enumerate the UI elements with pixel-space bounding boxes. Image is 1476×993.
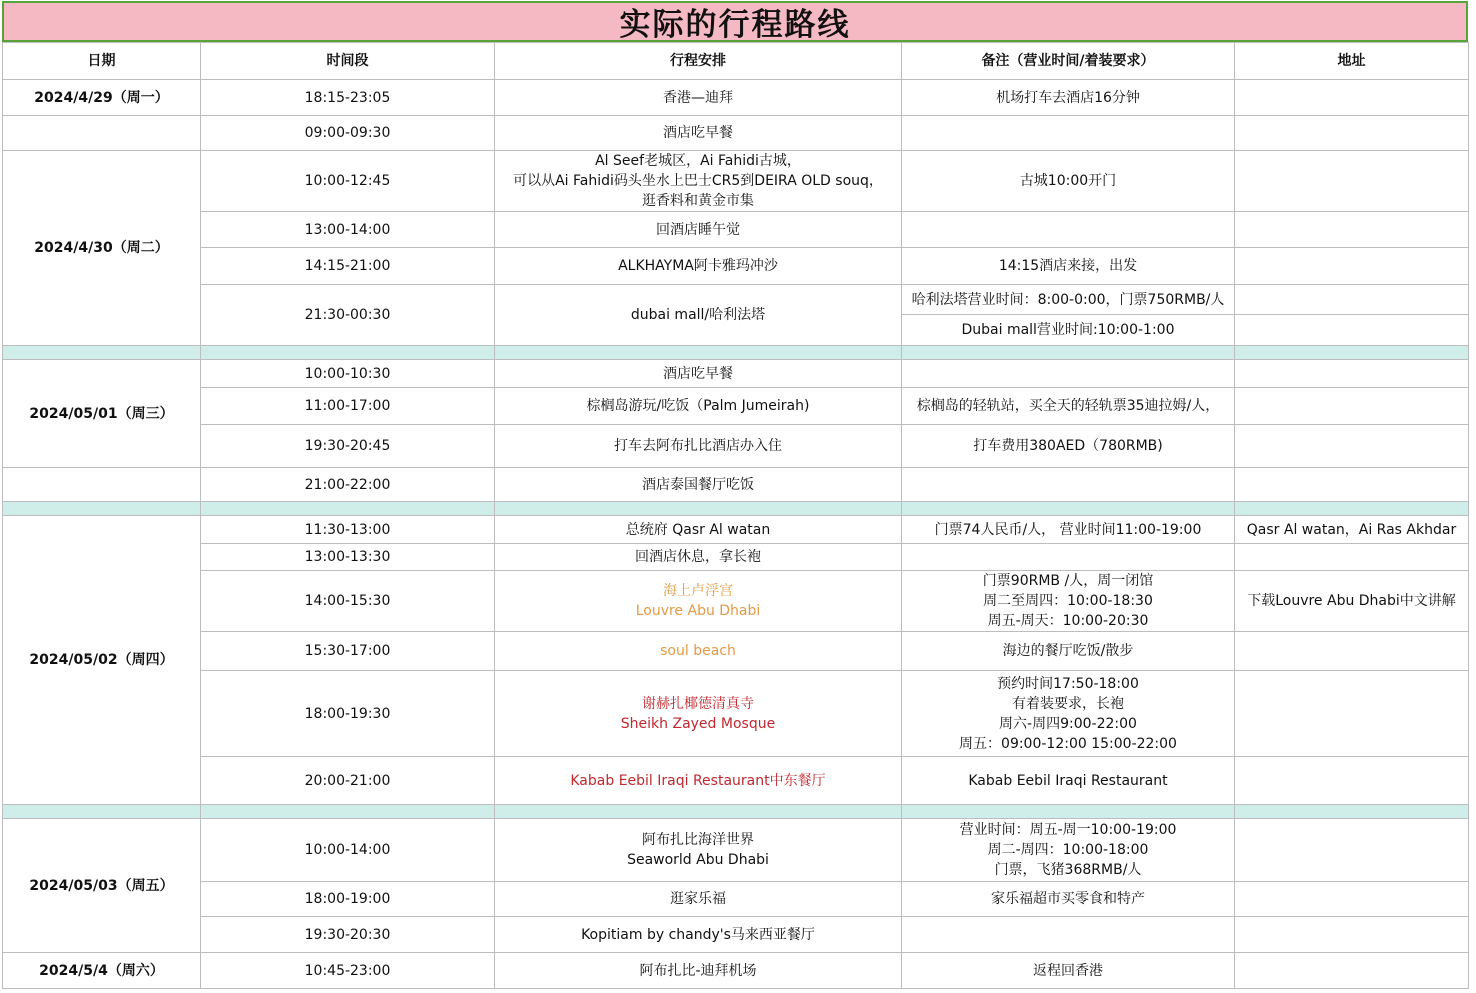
addr-cell[interactable] — [1235, 315, 1469, 346]
note-line: 哈利法塔营业时间：8:00-0:00，门票750RMB/人 — [911, 291, 1225, 308]
addr-cell[interactable] — [1235, 248, 1469, 285]
plan-line: Kopitiam by chandy's马来西亚餐厅 — [581, 926, 815, 943]
plan-line: 谢赫扎椰德清真寺 — [642, 695, 754, 712]
plan-cell[interactable] — [495, 248, 902, 285]
plan-line: 阿布扎比-迪拜机场 — [639, 962, 757, 979]
plan-cell[interactable] — [495, 388, 902, 425]
note-cell[interactable] — [902, 212, 1235, 248]
table-row — [3, 953, 1469, 989]
separator-cell — [201, 346, 495, 360]
note-line: 家乐福超市买零食和特产 — [991, 891, 1145, 907]
plan-line: 逛家乐福 — [670, 891, 726, 907]
separator-cell — [495, 346, 902, 360]
note-line: 海边的餐厅吃饭/散步 — [1002, 643, 1134, 659]
time-cell[interactable]: 20:00-21:00 — [201, 757, 495, 805]
separator-row — [3, 346, 1469, 360]
note-cell[interactable] — [902, 80, 1235, 116]
note-line: 门票，飞猪368RMB/人 — [994, 862, 1142, 878]
addr-cell[interactable] — [1235, 632, 1469, 671]
separator-cell — [1235, 502, 1469, 516]
plan-cell[interactable] — [495, 360, 902, 388]
plan-cell[interactable] — [495, 285, 902, 346]
table-row — [3, 571, 1469, 632]
plan-cell[interactable] — [495, 544, 902, 571]
separator-cell — [1235, 805, 1469, 819]
note-line: 周二至周四：10:00-18:30 — [983, 593, 1153, 609]
note-cell[interactable] — [902, 516, 1235, 544]
date-cell-empty[interactable] — [3, 116, 201, 151]
time-cell[interactable]: 19:30-20:30 — [201, 917, 495, 953]
plan-cell[interactable] — [495, 882, 902, 917]
table-row — [3, 116, 1469, 151]
plan-cell[interactable] — [495, 757, 902, 805]
addr-cell[interactable]: 下载Louvre Abu Dhabi中文讲解 — [1235, 571, 1469, 632]
note-line: 门票74人民币/人， 营业时间11:00-19:00 — [934, 521, 1202, 538]
itinerary-table — [2, 42, 1469, 989]
addr-cell[interactable] — [1235, 671, 1469, 757]
table-row — [3, 248, 1469, 285]
note-cell[interactable] — [902, 544, 1235, 571]
plan-cell[interactable] — [495, 116, 902, 151]
time-cell[interactable]: 18:15-23:05 — [201, 80, 495, 116]
note-cell[interactable] — [902, 671, 1235, 757]
note-cell[interactable] — [902, 315, 1235, 346]
separator-row — [3, 805, 1469, 819]
time-cell[interactable]: 10:00-12:45 — [201, 151, 495, 212]
date-cell[interactable]: 2024/4/30（周二） — [3, 151, 201, 346]
separator-row — [3, 502, 1469, 516]
note-line: 预约时间17:50-18:00 — [997, 675, 1139, 692]
plan-cell[interactable] — [495, 571, 902, 632]
date-cell-empty[interactable] — [3, 468, 201, 502]
note-line: 有着装要求，长袍 — [1012, 695, 1124, 712]
note-line: 门票90RMB /人，周一闭馆 — [982, 573, 1154, 589]
time-cell[interactable]: 09:00-09:30 — [201, 116, 495, 151]
table-row — [3, 80, 1469, 116]
note-line: 机场打车去酒店16分钟 — [996, 89, 1140, 106]
note-line: 返程回香港 — [1033, 962, 1103, 979]
plan-line: 酒店吃早餐 — [663, 365, 733, 382]
plan-line: 回酒店睡午觉 — [656, 221, 740, 238]
header-date[interactable]: 日期 — [3, 43, 201, 80]
note-cell[interactable] — [902, 285, 1235, 315]
note-cell[interactable] — [902, 819, 1235, 882]
table-row — [3, 757, 1469, 805]
title-bar[interactable] — [2, 1, 1468, 42]
table-row — [3, 819, 1469, 882]
note-line: 周五-周天：10:00-20:30 — [987, 613, 1149, 629]
separator-cell — [902, 805, 1235, 819]
note-cell[interactable] — [902, 917, 1235, 953]
note-line: Kabab Eebil Iraqi Restaurant — [968, 772, 1168, 789]
addr-cell[interactable]: Qasr Al watan，Ai Ras Akhdar — [1235, 516, 1469, 544]
table-row — [3, 285, 1469, 315]
note-line: 14:15酒店来接，出发 — [998, 258, 1138, 274]
plan-cell[interactable] — [495, 516, 902, 544]
note-cell[interactable] — [902, 360, 1235, 388]
plan-line: 可以从Ai Fahidi码头坐水上巴士CR5到DEIRA OLD souq， — [513, 173, 883, 189]
addr-cell[interactable] — [1235, 819, 1469, 882]
time-cell[interactable]: 14:15-21:00 — [201, 248, 495, 285]
plan-line: 棕榈岛游玩/吃饭（Palm Jumeirah) — [586, 398, 810, 414]
addr-cell[interactable] — [1235, 468, 1469, 502]
table-row — [3, 425, 1469, 468]
plan-cell[interactable] — [495, 151, 902, 212]
header-time[interactable]: 时间段 — [201, 43, 495, 80]
time-cell[interactable]: 18:00-19:30 — [201, 671, 495, 757]
table-row — [3, 516, 1469, 544]
time-cell[interactable]: 18:00-19:00 — [201, 882, 495, 917]
table-row — [3, 671, 1469, 757]
addr-cell[interactable] — [1235, 544, 1469, 571]
time-cell[interactable]: 11:00-17:00 — [201, 388, 495, 425]
time-cell[interactable]: 11:30-13:00 — [201, 516, 495, 544]
addr-cell[interactable] — [1235, 757, 1469, 805]
time-cell[interactable]: 21:00-22:00 — [201, 468, 495, 502]
table-row — [3, 212, 1469, 248]
header-row — [3, 43, 1469, 80]
separator-cell — [3, 502, 201, 516]
note-cell[interactable] — [902, 632, 1235, 671]
date-cell[interactable]: 2024/05/03（周五） — [3, 819, 201, 953]
note-line: 周二-周四：10:00-18:00 — [987, 842, 1149, 858]
note-line: 周六-周四9:00-22:00 — [999, 715, 1137, 732]
table-row — [3, 882, 1469, 917]
time-cell[interactable]: 15:30-17:00 — [201, 632, 495, 671]
date-cell[interactable]: 2024/05/02（周四） — [3, 516, 201, 805]
note-line: 棕榈岛的轻轨站，买全天的轻轨票35迪拉姆/人， — [916, 398, 1220, 414]
separator-cell — [495, 805, 902, 819]
addr-cell[interactable] — [1235, 80, 1469, 116]
addr-cell[interactable] — [1235, 882, 1469, 917]
time-cell[interactable]: 10:45-23:00 — [201, 953, 495, 989]
note-cell[interactable] — [902, 468, 1235, 502]
time-cell[interactable]: 10:00-14:00 — [201, 819, 495, 882]
plan-cell[interactable] — [495, 212, 902, 248]
note-cell[interactable] — [902, 882, 1235, 917]
separator-cell — [201, 502, 495, 516]
table-row — [3, 544, 1469, 571]
plan-cell[interactable] — [495, 468, 902, 502]
plan-cell[interactable] — [495, 425, 902, 468]
time-cell[interactable]: 13:00-13:30 — [201, 544, 495, 571]
plan-line: Seaworld Abu Dhabi — [627, 852, 769, 868]
note-cell[interactable] — [902, 248, 1235, 285]
plan-line: 香港—迪拜 — [663, 89, 733, 106]
table-row — [3, 468, 1469, 502]
addr-cell[interactable] — [1235, 212, 1469, 248]
separator-cell — [902, 346, 1235, 360]
table-row — [3, 632, 1469, 671]
plan-cell[interactable] — [495, 917, 902, 953]
plan-line: soul beach — [660, 643, 736, 659]
plan-line: Kabab Eebil Iraqi Restaurant中东餐厅 — [570, 772, 826, 789]
note-line: 古城10:00开门 — [1019, 173, 1117, 189]
separator-cell — [3, 346, 201, 360]
plan-cell[interactable] — [495, 632, 902, 671]
plan-line: 逛香料和黄金市集 — [642, 193, 754, 209]
table-row — [3, 388, 1469, 425]
note-cell[interactable] — [902, 571, 1235, 632]
plan-cell[interactable] — [495, 671, 902, 757]
plan-line: 总统府 Qasr Al watan — [625, 521, 771, 538]
time-cell[interactable]: 19:30-20:45 — [201, 425, 495, 468]
date-cell[interactable]: 2024/5/4（周六） — [3, 953, 201, 989]
note-line: 营业时间：周五-周一10:00-19:00 — [959, 822, 1177, 838]
plan-line: Sheikh Zayed Mosque — [620, 715, 776, 732]
separator-cell — [3, 805, 201, 819]
addr-cell[interactable] — [1235, 285, 1469, 315]
time-cell[interactable]: 14:00-15:30 — [201, 571, 495, 632]
plan-line: 阿布扎比海洋世界 — [642, 832, 754, 848]
addr-cell[interactable] — [1235, 425, 1469, 468]
time-cell[interactable]: 13:00-14:00 — [201, 212, 495, 248]
header-addr[interactable]: 地址 — [1235, 43, 1469, 80]
time-cell[interactable]: 10:00-10:30 — [201, 360, 495, 388]
note-line: Dubai mall营业时间:10:00-1:00 — [961, 322, 1175, 338]
note-cell[interactable] — [902, 757, 1235, 805]
separator-cell — [1235, 346, 1469, 360]
note-cell[interactable] — [902, 425, 1235, 468]
plan-line: Louvre Abu Dhabi — [635, 603, 761, 619]
plan-line: 酒店泰国餐厅吃饭 — [642, 476, 754, 493]
plan-line: Al Seef老城区，Ai Fahidi古城， — [595, 153, 801, 169]
header-plan[interactable]: 行程安排 — [495, 43, 902, 80]
table-row — [3, 360, 1469, 388]
plan-cell[interactable] — [495, 80, 902, 116]
plan-line: 打车去阿布扎比酒店办入住 — [614, 438, 782, 454]
plan-line: dubai mall/哈利法塔 — [630, 307, 766, 323]
header-note[interactable]: 备注（营业时间/着装要求） — [902, 43, 1235, 80]
separator-cell — [902, 502, 1235, 516]
page-title: 实际的行程路线 — [619, 7, 851, 43]
note-line: 打车费用380AED（780RMB) — [973, 438, 1163, 454]
plan-cell[interactable] — [495, 953, 902, 989]
plan-cell[interactable] — [495, 819, 902, 882]
addr-cell[interactable] — [1235, 953, 1469, 989]
addr-cell[interactable] — [1235, 151, 1469, 212]
addr-cell[interactable] — [1235, 388, 1469, 425]
date-cell[interactable]: 2024/4/29（周一） — [3, 80, 201, 116]
plan-line: 回酒店休息，拿长袍 — [635, 549, 761, 565]
table-row — [3, 917, 1469, 953]
time-cell[interactable]: 21:30-00:30 — [201, 285, 495, 346]
plan-line: 酒店吃早餐 — [663, 125, 733, 141]
date-cell[interactable]: 2024/05/01（周三） — [3, 360, 201, 468]
note-cell[interactable] — [902, 116, 1235, 151]
table-row — [3, 151, 1469, 212]
separator-cell — [495, 502, 902, 516]
note-cell[interactable] — [902, 953, 1235, 989]
separator-cell — [201, 805, 495, 819]
addr-cell[interactable] — [1235, 360, 1469, 388]
note-line: 周五：09:00-12:00 15:00-22:00 — [959, 735, 1177, 752]
note-cell[interactable] — [902, 151, 1235, 212]
note-cell[interactable] — [902, 388, 1235, 425]
addr-cell[interactable] — [1235, 116, 1469, 151]
plan-line: ALKHAYMA阿卡雅玛冲沙 — [618, 258, 778, 274]
addr-cell[interactable] — [1235, 917, 1469, 953]
plan-line: 海上卢浮宫 — [663, 583, 733, 599]
